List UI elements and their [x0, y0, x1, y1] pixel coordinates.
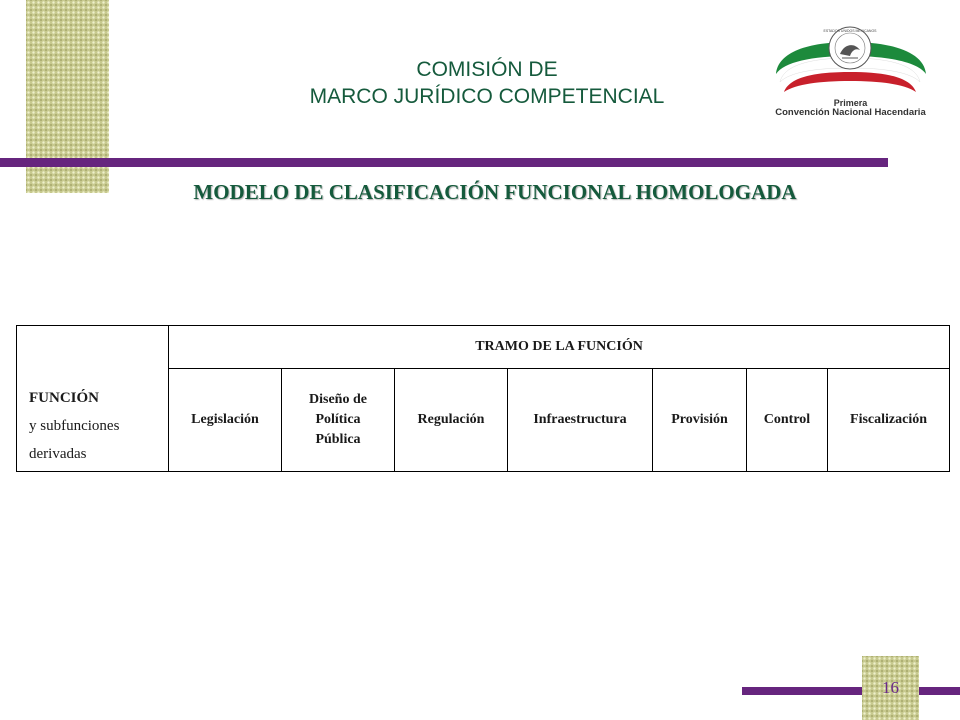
column-header-legislacion: Legislación	[169, 369, 282, 472]
logo-caption	[768, 98, 933, 118]
group-header: TRAMO DE LA FUNCIÓN	[169, 326, 950, 369]
column-header-diseno	[282, 369, 395, 472]
column-header-control: Control	[747, 369, 828, 472]
section-title: MODELO DE CLASIFICACIÓN FUNCIONAL HOMOLOGADA	[193, 180, 797, 204]
footer-divider	[742, 687, 960, 695]
stub-line-1: FUNCIÓN	[29, 390, 99, 406]
title-line-2: MARCO JURÍDICO COMPETENCIAL	[309, 85, 665, 108]
column-header-infraestructura: Infraestructura	[508, 369, 653, 472]
stub-line-3: derivadas	[29, 446, 87, 462]
column-header-regulacion: Regulación	[395, 369, 508, 472]
function-table	[16, 325, 950, 472]
column-header-fiscalizacion: Fiscalización	[828, 369, 950, 472]
column-header-line: Diseño de	[309, 392, 367, 407]
stub-line-2: y subfunciones	[29, 418, 120, 434]
column-header-provision: Provisión	[653, 369, 747, 472]
logo-line-1: Primera	[833, 98, 868, 108]
logo-seal-text: ESTADOS UNIDOS MEXICANOS	[823, 29, 877, 33]
title-line-1: COMISIÓN DE	[416, 58, 558, 81]
function-stub-header	[17, 326, 169, 472]
logo-emblem	[776, 27, 926, 92]
header-divider	[0, 158, 888, 167]
logo-line-2: Convención Nacional Hacendaria	[775, 107, 926, 118]
page-number: 16	[882, 678, 899, 697]
column-header-line: Política	[315, 412, 361, 427]
column-header-line: Pública	[315, 432, 361, 447]
page-title	[250, 56, 724, 110]
